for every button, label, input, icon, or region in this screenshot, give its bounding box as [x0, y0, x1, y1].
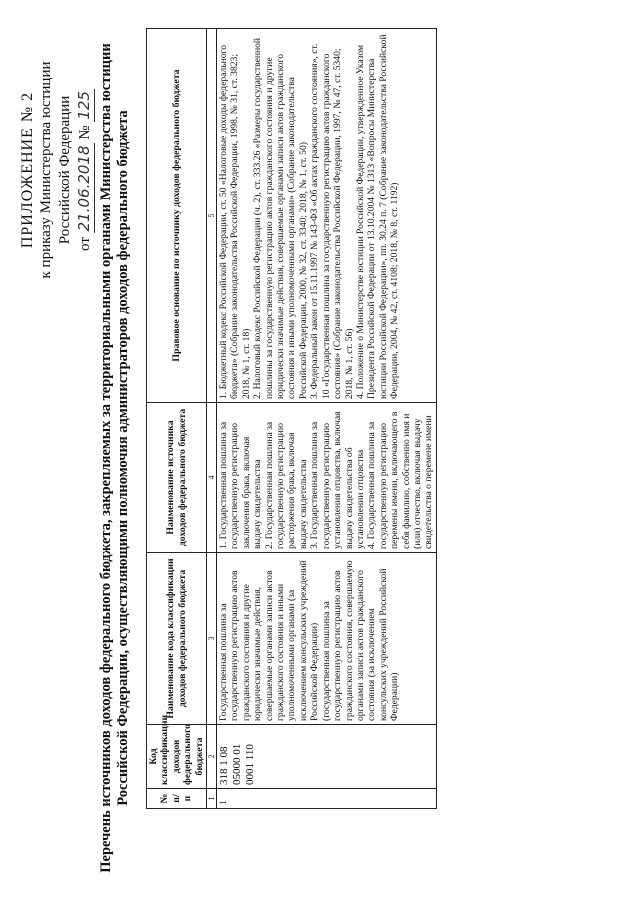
- appendix-heading: ПРИЛОЖЕНИЕ № 2: [19, 91, 36, 249]
- row-number: 1: [217, 789, 437, 809]
- table-header-row: [147, 29, 207, 809]
- header-number: № п/п: [147, 789, 207, 809]
- appendix-line-2: Российской Федерации: [57, 95, 73, 245]
- legal-basis-item: 2. Налоговый кодекс Российской Федерации (ч. 2), ст. 333.26 «Размеры государственной пошлины за государственную регистрацию актов гражданского состояния и другие юридически значимые действия, совершаемые органами записи актов гражданского состояния и иными уполномоченными органами» (Собрание законодательства Российской Федерации, 2000, № 32, ст. 3340; 2018, № 1, ст. 50): [252, 37, 309, 399]
- appendix-date-line: [75, 30, 95, 310]
- handwritten-date: 21.06.2018: [75, 145, 93, 232]
- column-number: 5: [207, 29, 217, 403]
- revenue-sources-table: [146, 28, 437, 809]
- document-title: Перечень источников доходов федерального бюджета, закрепляемых за территориальными органами Министерства юстиции Российской Федерации, осуществляющими полномочия администраторов доходов федерального бюджета: [98, 43, 131, 873]
- column-number: 3: [207, 553, 217, 725]
- legal-basis-item: 3. Федеральный закон от 15.11.1997 № 143-ФЗ «Об актах гражданского состояния», ст. 10 «Государственная пошлина за государственную регистрацию актов гражданского состояния» (Собрание законодательства Российской Федерации, 1997, № 47, ст. 5340; 2018, № 1, ст. 56): [309, 43, 355, 399]
- appendix-line-1: к приказу Министерства юстиции: [38, 61, 54, 279]
- column-number: 1: [207, 789, 217, 809]
- source-names-cell: [217, 403, 437, 553]
- column-number: 2: [207, 725, 217, 789]
- code-name: Государственная пошлина за государственную регистрацию актов гражданского состояния и другие юридически значимые действия, совершаемые органами записи актов гражданского состояния и иными уполномоченными органами (за исключением консульских учреждений Российской Федерации) (государственная пошлина за государственную регистрацию актов гражданского состояния, совершаемую органами записи актов гражданского состояния (за исключением консульских учреждений Российской Федерации): [217, 553, 437, 725]
- column-number: 4: [207, 403, 217, 553]
- number-prefix: №: [77, 125, 93, 140]
- legal-basis-item: 1. Бюджетный кодекс Российской Федерации, ст. 50 «Налоговые доходы федерального бюджета» (Собрание законодательства Российской Федерации, 1998, № 31, ст. 3823; 2018, № 1, ст. 18): [218, 44, 252, 399]
- source-name-item: 2. Государственная пошлина за государственную регистрацию расторжения брака, включая выдачу свидетельства: [263, 421, 309, 549]
- column-number-row: [207, 29, 217, 809]
- date-prefix: от: [77, 237, 93, 251]
- header-source-name: Наименование источника доходов федерального бюджета: [147, 403, 207, 553]
- source-name-item: 1. Государственная пошлина за государственную регистрацию заключения брака, включая выдачу свидетельства: [218, 421, 264, 549]
- header-code-name: Наименование кода классификации доходов федерального бюджета: [147, 553, 207, 725]
- classification-code: 318 1 08 05000 01 0001 110: [217, 725, 437, 789]
- appendix-block: [18, 30, 95, 310]
- header-code: Код классификации доходов федерального бюджета: [147, 725, 207, 789]
- table-row: [217, 29, 437, 809]
- source-name-item: 4. Государственная пошлина за государственную регистрацию перемены имени, включающего в себя фамилию, собственно имя и (или) отчество, включая выдачу свидетельства о перемене имени: [366, 411, 435, 549]
- handwritten-number: 125: [75, 91, 93, 120]
- source-name-item: 3. Государственная пошлина за государственную регистрацию установления отцовства, включая выдачу свидетельства об установлении отцовства: [309, 411, 366, 549]
- legal-basis-item: 4. Положение о Министерстве юстиции Российской Федерации, утвержденное Указом Президента Российской Федерации от 13.10.2004 № 1313 «Вопросы Министерства юстиции Российской Федерации», пп. 30.24 п. 7 (Собрание законодательства Российской Федерации, 2004, № 42, ст. 4108; 2018, № 8, ст. 1192): [354, 34, 401, 399]
- legal-basis-cell: [217, 29, 437, 403]
- header-legal-basis: Правовое основание по источнику доходов федерального бюджета: [147, 29, 207, 403]
